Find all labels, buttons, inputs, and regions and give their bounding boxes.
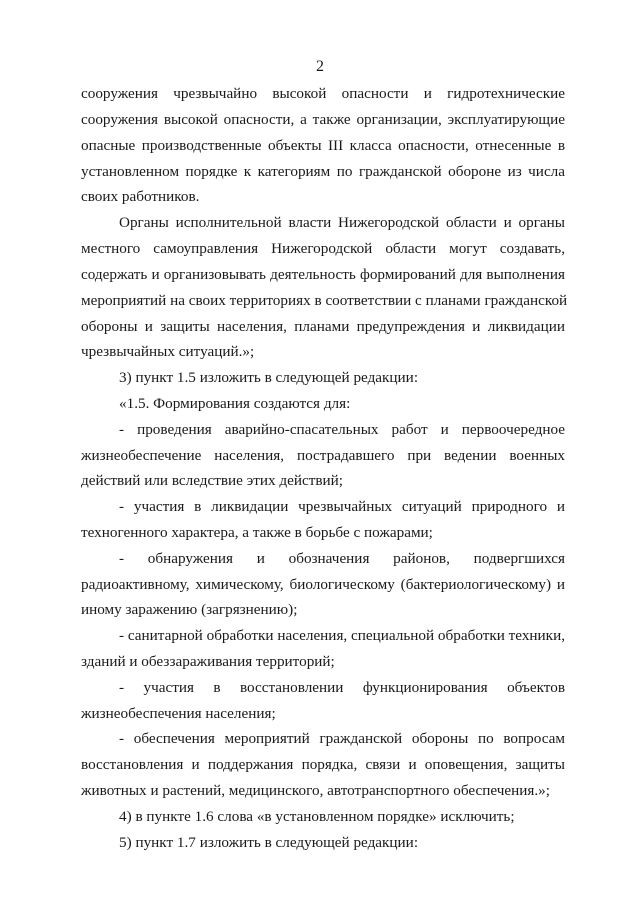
text-line: обороны и защиты населения, планами предупреждения и ликвидации xyxy=(81,318,565,335)
text-line: иному заражению (загрязнению); xyxy=(81,601,298,618)
text-line: опасные производственные объекты III класса опасности, отнесенные в xyxy=(81,137,565,154)
text-line: жизнеобеспечения населения; xyxy=(81,705,276,722)
text-line: содержать и организовывать деятельность формирований для выполнения xyxy=(81,266,565,283)
text-line: 3) пункт 1.5 изложить в следующей редакции: xyxy=(119,369,419,386)
text-line: радиоактивному, химическому, биологическому (бактериологическому) и xyxy=(81,576,565,593)
text-line: зданий и обеззараживания территорий; xyxy=(81,653,335,670)
text-line: 4) в пункте 1.6 слова «в установленном порядке» исключить; xyxy=(119,808,515,825)
text-line: - участия в ликвидации чрезвычайных ситуаций природного и xyxy=(119,498,565,515)
text-line: своих работников. xyxy=(81,188,200,205)
text-line: чрезвычайных ситуаций.»; xyxy=(81,343,255,360)
text-line: «1.5. Формирования создаются для: xyxy=(119,395,351,412)
text-line: - проведения аварийно-спасательных работ и первоочередное xyxy=(119,421,565,438)
text-line: - санитарной обработки населения, специальной обработки техники, xyxy=(119,627,565,644)
text-line: сооружения высокой опасности, а также организации, эксплуатирующие xyxy=(81,111,565,128)
page-number: 2 xyxy=(316,58,324,75)
text-line: техногенного характера, а также в борьбе с пожарами; xyxy=(81,524,433,541)
text-line: мероприятий на своих территориях в соответствии с планами гражданской xyxy=(81,292,568,309)
text-line: - участия в восстановлении функционирования объектов xyxy=(119,679,565,696)
text-line: восстановления и поддержания порядка, связи и оповещения, защиты xyxy=(81,756,565,773)
text-line: сооружения чрезвычайно высокой опасности и гидротехнические xyxy=(81,85,565,102)
text-line: жизнеобеспечение населения, пострадавшего при ведении военных xyxy=(81,447,565,464)
text-line: местного самоуправления Нижегородской области могут создавать, xyxy=(81,240,565,257)
text-line: 5) пункт 1.7 изложить в следующей редакции: xyxy=(119,834,419,851)
text-line: - обеспечения мероприятий гражданской обороны по вопросам xyxy=(119,730,565,747)
text-line: - обнаружения и обозначения районов, подвергшихся xyxy=(119,550,565,567)
text-line: установленном порядке к категориям по гражданской обороне из числа xyxy=(81,163,565,180)
text-line: Органы исполнительной власти Нижегородской области и органы xyxy=(119,214,565,231)
text-line: животных и растений, медицинского, автотранспортного обеспечения.»; xyxy=(81,782,550,799)
text-line: действий или вследствие этих действий; xyxy=(81,472,344,489)
